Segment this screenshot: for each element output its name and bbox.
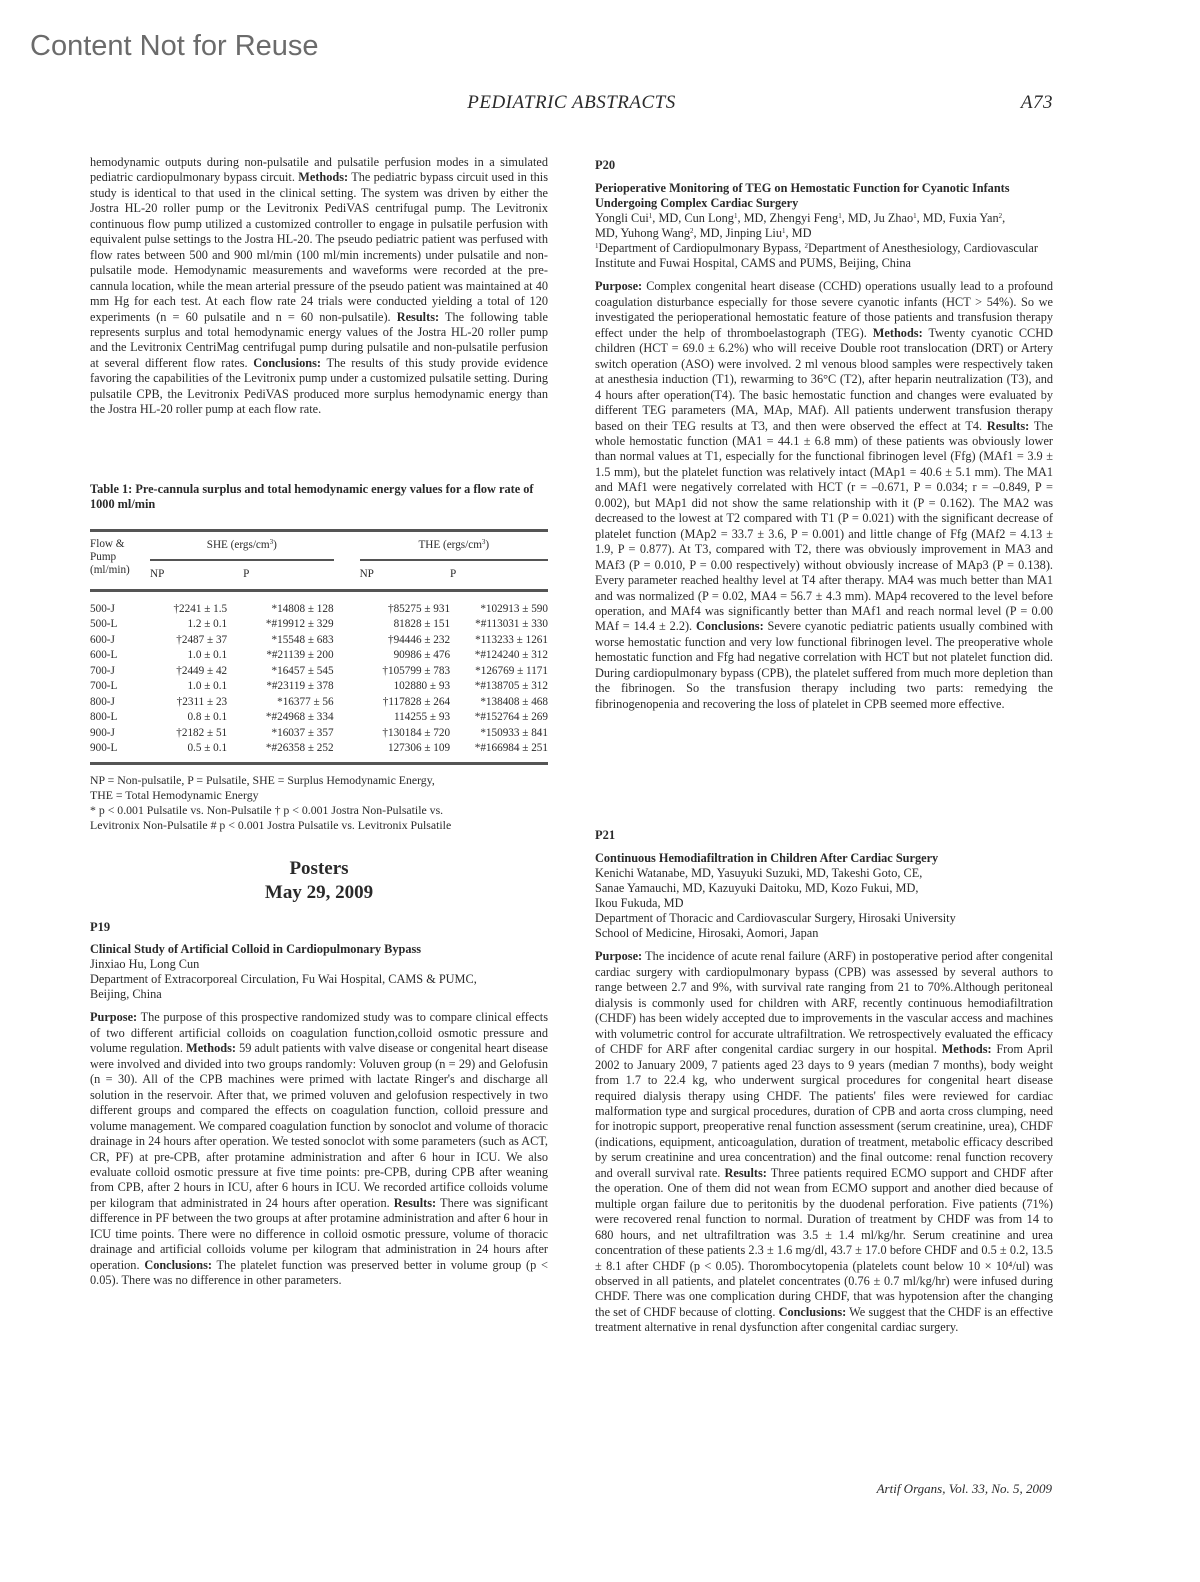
table-cell: 127306 ± 109 [387, 742, 451, 755]
affiliation-marker: 2 [690, 227, 694, 236]
body-text: The platelet function was preserved better in volume group (p < 0.05). There was no difference in other parameters. [90, 1257, 548, 1288]
affiliation-marker: 1 [733, 212, 738, 221]
section-label: Results: [396, 309, 440, 324]
body-text: There was significant difference in PF between the two groups at after protamine administration and after 6 hour in ICU time points. There were no difference in colloid osmotic pressure, volume of thoracic drainage and artificial colloids volume per kilogram that administration in 24 hours after operation. [90, 1195, 549, 1272]
table-cell: *#138705 ± 312 [474, 680, 548, 693]
the-group-header: THE $(ergs/cm^3)$ [360, 538, 548, 560]
body-text: The results of this study provide evidence favoring the capabilities of the Levitronix pump under a customized pulsatile setting. During pulsatile CPB, the Levitronix PediVAS produced more surplus hemodynamic energy than the Jostra HL-20 roller pump at each flow rate. [90, 355, 548, 417]
abstract-p20 [595, 158, 1053, 712]
abstract-label: P19 [90, 920, 111, 934]
affiliation-marker: 1 [595, 242, 599, 251]
table-cell: *#21139 ± 200 [266, 649, 334, 662]
table-row [90, 726, 548, 741]
table-cell: †117828 ± 264 [382, 695, 451, 708]
body-text: hemodynamic outputs during non-pulsatile and pulsatile perfusion modes in a simulated pediatric cardiopulmonary bypass circuit. [90, 155, 548, 185]
abstract-title: Perioperative Monitoring of TEG on Hemostatic Function for Cyanotic Infants Undergoing Complex Cardiac Surgery [595, 181, 1010, 211]
table-note: * p < 0.001 Pulsatile vs. Non-Pulsatile † p < 0.001 Jostra Non-Pulsatile vs. [90, 803, 444, 818]
author-name: MD, Jinping Liu [699, 226, 782, 241]
table-cell: *#24968 ± 334 [265, 711, 334, 724]
abstract-title: Continuous Hemodiafiltration in Children After Cardiac Surgery [595, 851, 939, 866]
abstract-p21 [595, 828, 1053, 1336]
table-row [90, 602, 548, 617]
section-label: Purpose: [595, 279, 643, 294]
body-text: The whole hemostatic function (MA1 = 44.1 ± 6.8 mm) of these patients was obviously lower than normal values at T1, especially for the functional fibrinogen level (Ffg) (MAf1 = 3.9 ± 1.5 mm), but the platelet function was relatively intact (MAp1 = 40.6 ± 5.1 mm). The MA1 and MAf1 were negatively correlated with HCT (r = –0.671, P = 0.034; r = –0.849, P = 0.002), but MAp1 did not show the same relationship with it (P = 0.162). The MA2 was decreased to the lowest at T2 compared with T1 (P = 0.021) with the significant decrease of platelet function (MAp2 = 33.7 ± 3.6, P = 0.001) and little change of Ffg (MAf2 = 4.13 ± 1.9, P = 0.877). At T3, compared with T2, there was obviously improvement in MA3 and MAf3 (P = 0.010, P = 0.00 respectively) without obviously increase of MAp3 (P = 0.138). Every parameter reached healthy level at T4 after therapy. MA4 was much better than MA1 and was normalized (P = 0.02, MA4 = 56.7 ± 4.3 mm). MAp4 recovered to the level before operation, and MAf4 was significantly better than MAf1 and reach normal level (P = 0.00 MAf = 14.4 ± 2.2). [595, 418, 1053, 634]
table-row [90, 741, 548, 756]
table-cell: *14808 ± 128 [271, 602, 334, 615]
abstract-affiliation-line: School of Medicine, Hirosaki, Aomori, Japan [595, 926, 819, 941]
table-row [90, 679, 548, 694]
table-cell: 102880 ± 93 [393, 680, 451, 693]
watermark: Content Not for Reuse [30, 30, 319, 62]
table-cell: *#26358 ± 252 [265, 742, 334, 755]
table-cell: 0.8 ± 0.1 [187, 711, 228, 724]
table-cell: *15548 ± 683 [271, 633, 334, 646]
row-label: 700-J [90, 664, 115, 677]
affiliation-marker: 2 [804, 242, 808, 251]
section-label: Results: [986, 418, 1030, 433]
table-row [90, 648, 548, 663]
section-label: Conclusions: [778, 1304, 847, 1319]
posters-title: Posters [289, 858, 349, 879]
section-label: Results: [724, 1165, 767, 1180]
body-text: Three patients required ECMO support and CHDF after the operation. One of them did not wean from ECMO support and another died because of multiple organ failure due to peritonitis by the duodenal perforation. Five patients (71%) were recovered renal function to normal. Duration of treatment by CHDF was from 14 to 680 hours, and net ultrafiltration was 3.5 ± 1.4 ml/kg/hr. Serum creatinine and urea concentration of these patients 2.3 ± 1.6 mg/dl, 43.7 ± 17.0 before CHDF and 0.5 ± 0.2, 13.5 ± 8.1 after CHDF (p < 0.05). Thorombocytopenia (platelets count below 10 × 10⁴/ul) was observed in all patients, and platelet concentrates (0.76 ± 0.7 ml/kg/hr) were infused during CHDF. There was one complication during CHDF, that was hypotension after the changing the set of CHDF because of clotting. [595, 1165, 1053, 1319]
section-label: Methods: [872, 325, 923, 340]
body-text: The purpose of this prospective randomized study was to compare clinical effects of two different artificial colloids on coagulation function,colloid osmotic pressure and volume regulation. [90, 1010, 548, 1056]
abstract-authors: Jinxiao Hu, Long Cun [90, 957, 200, 972]
col-she-p: P [243, 568, 250, 581]
abstract-authors-line: Sanae Yamauchi, MD, Kazuyuki Daitoku, MD, Kozo Fukui, MD, [595, 881, 919, 896]
table-1 [90, 482, 548, 833]
body-text: We suggest that the CHDF is an effective treatment alternative in renal dysfunction after congenital cardiac surgery. [595, 1304, 1053, 1335]
row-header-line: (ml/min) [90, 564, 130, 576]
affiliation-marker: 1 [838, 212, 842, 221]
table-cell: *16377 ± 56 [277, 695, 334, 708]
abstract-authors: Yongli Cui$^1$, MD, Cun Long$^1$, MD, Zhengyi Feng$^1$, MD, Ju Zhao$^1$, MD, Fuxia Yan$^2$, MD, Yuhong Wang$^2$, MD, Jinping Liu$^1$, MD [595, 211, 1006, 241]
table-cell: *138408 ± 468 [480, 695, 548, 708]
abstract-title: Clinical Study of Artificial Colloid in Cardiopulmonary Bypass [90, 942, 422, 957]
author-name: MD, Fuxia Yan [922, 211, 999, 226]
abstract-body [595, 279, 1053, 712]
author-name: Yongli Cui [595, 211, 649, 226]
table-cell: 1.0 ± 0.1 [187, 680, 228, 693]
table-row [90, 633, 548, 648]
posters-heading [90, 857, 548, 905]
row-label: 900-J [90, 726, 115, 739]
affiliation-marker: 1 [781, 227, 786, 236]
section-label: Methods: [186, 1041, 236, 1056]
section-label: Results: [393, 1195, 437, 1210]
section-label: Methods: [298, 170, 349, 185]
table-note: THE = Total Hemodynamic Energy [90, 788, 259, 803]
abstract-authors-line: Ikou Fukuda, MD [595, 896, 684, 911]
author-name: MD, Ju Zhao [847, 211, 914, 226]
table-cell: *#124240 ± 312 [474, 649, 548, 662]
table-note: NP = Non-pulsatile, P = Pulsatile, SHE = Surplus Hemodynamic Energy, [90, 773, 435, 788]
body-text: The pediatric bypass circuit used in this study is identical to that used in the clinical setting. The system was driven by either the Jostra HL-20 roller pump or the Levitronix PediVAS centrifugal pump. The Levitronix continuous flow pump utilized a customized controller to engage in pulsatile perfusion with equivalent pulse settings to the Jostra HL-20. The pseudo pediatric patient was perfused with flow rates between 500 and 900 ml/min (100 ml/min increments) under pulsatile and non-pulsatile mode. Hemodynamic measurements and waveforms were recorded at the pre-cannula location, while the mean arterial pressure of the pseudo patient was maintained at 40 mm Hg for each test. At each flow rate 24 trials were conducted yielding a total of 120 experiments (n = 60 pulsatile and n = 60 non-pulsatile). [90, 170, 549, 324]
col-the-np: NP [359, 568, 374, 581]
abstract-affiliation: Department of Extracorporeal Circulation, Fu Wai Hospital, CAMS & PUMC, Beijing, China [90, 972, 477, 1002]
table-cell: †2311 ± 23 [176, 695, 228, 708]
table-cell: †130184 ± 720 [382, 726, 451, 739]
table-cell: 1.0 ± 0.1 [187, 649, 228, 662]
table-cell: *#166984 ± 251 [474, 742, 548, 755]
affiliation-marker: 2 [998, 212, 1003, 221]
body-text: 59 adult patients with valve disease or congenital heart disease were involved and divided into two groups randomly: Voluven group (n = 29) and Gelofusin (n = 30). All of the CPB machines were primed with lactate Ringer's and discharge all solution in the reservoir. After that, we primed voluven and gelofusion respectively in two different groups and compared the effects on coagulation function, colloid pressure and volume management. We compared coagulation function by sonoclot and volume of thoracic drainage in 24 hours after operation. We tested sonoclot with some parameters (such as ACT, CR, PF) at pre-CPB, after protamine administration and after 6 hour in ICU. We also evaluate colloid osmotic pressure at five time points: pre-CPB, during CPB after weaning from CPB, after 2 hours in ICU, after 6 hours in ICU. We recorded artifice colloids volume per kilogram that administrated in 24 hours after operation. [90, 1041, 549, 1210]
body-text: The incidence of acute renal failure (ARF) in postoperative period after congenital cardiac surgery with cardiopulmonary bypass (CPB) was assessed by several authors to range between 2.7 and 9%, with survival rate ranging from 21 to 70%.Although peritoneal dialysis is commonly used for children with ARF, recently continuous hemodiafiltration (CHDF) has been widely accepted due to improvements in the vascular access and machines with volumetric control for accurate ultrafiltration. We retrospectively evaluated the efficacy of CHDF for ARF after congenital cardiac surgery in our hospital. [595, 949, 1053, 1057]
table-cell: †2241 ± 1.5 [173, 602, 228, 615]
row-header-line: Flow & [90, 538, 125, 550]
row-label: 700-L [90, 680, 118, 693]
row-label: 800-J [90, 695, 115, 708]
row-label: 500-L [90, 618, 118, 631]
table-cell: *#19912 ± 329 [265, 618, 334, 631]
table-note: Levitronix Non-Pulsatile # p < 0.001 Jostra Pulsatile vs. Levitronix Pulsatile [90, 818, 452, 833]
table-cell: *#152764 ± 269 [474, 711, 548, 724]
table-cell: 81828 ± 151 [393, 618, 451, 631]
table-row [90, 710, 548, 725]
author-name: MD [791, 226, 812, 241]
row-label: 800-L [90, 711, 118, 724]
section-label: Methods: [941, 1042, 992, 1057]
row-header [90, 538, 150, 590]
col-she-np: NP [150, 568, 165, 581]
body-text: From April 2002 to January 2009, 7 patients aged 23 days to 9 years (median 7 months), body weight from 1.7 to 22.4 kg, who underwent surgical procedures for congenital heart disease required dialysis therapy using CHDF. The patients' files were reviewed for cardiac malformation type and surgical procedures, duration of CPB and aorta cross clumping, need for inotropic support, preoperative renal function assessment (serum creatinine, urea), CHDF (indications, equipment, anticoagulation, duration of treatment, metabolic efficacy described by serum creatinine and urea concentration) and the final outcome: renal function recovery and overall survival rate. [595, 1042, 1053, 1180]
body-text: The following table represents surplus and total hemodynamic energy values of the Jostra HL-20 roller pump and the Levitronix CentriMag centrifugal pump during pulsatile and non-pulsatile perfusion at several different flow rates. [90, 309, 548, 370]
table-cell: †94446 ± 232 [387, 633, 451, 646]
abstract-p19 [90, 920, 548, 1289]
row-label: 500-J [90, 602, 115, 615]
affiliation-text: Department of Anesthesiology, Cardiovascular Institute and Fuwai Hospital, CAMS and PUMS, Beijing, China [595, 241, 1038, 271]
posters-date: May 29, 2009 [264, 882, 374, 903]
energy-table [90, 529, 548, 765]
table-cell: *16457 ± 545 [271, 664, 334, 677]
table-row [90, 695, 548, 710]
table-cell: 90986 ± 476 [393, 649, 451, 662]
author-name: MD, Zhengyi Feng [743, 211, 839, 226]
table-row [90, 617, 548, 632]
journal-section-title: PEDIATRIC ABSTRACTS [467, 92, 676, 113]
table-row [90, 664, 548, 679]
abstract-affiliation [595, 241, 1053, 271]
abstract-body [90, 1010, 548, 1288]
section-label: Conclusions: [696, 619, 764, 634]
table-cell: 114255 ± 93 [393, 711, 451, 724]
table-cell: †105799 ± 783 [382, 664, 451, 677]
table-cell: *#113031 ± 330 [475, 618, 548, 631]
affiliation-marker: 1 [648, 212, 653, 221]
body-text: Severe cyanotic pediatric patients usually combined with worse hemostatic function and very low functional fibrinogen level. The preoperative whole hemostatic function and Ffg had negative correlation with HCT but not platelet function did. During cardiopulmonary bypass (CPB), the platelet suffered from much more depletion than the fibrinogen. So the transfusion therapy including two parts: remedying the fibrinogenopenia and recovering the loss of platelet in CPB seemed more effective. [595, 619, 1054, 711]
journal-footer: Artif Organs, Vol. 33, No. 5, 2009 [876, 1481, 1052, 1496]
col-the-p: P [450, 568, 457, 581]
table-cell: *126769 ± 1171 [475, 664, 548, 677]
table-notes [90, 773, 548, 833]
section-label: Conclusions: [253, 355, 321, 370]
table-cell: 0.5 ± 0.1 [187, 742, 228, 755]
table-cell: †2182 ± 51 [176, 726, 228, 739]
table-cell: †2487 ± 37 [176, 633, 228, 646]
table-cell: †85275 ± 931 [387, 602, 451, 615]
body-text: Complex congenital heart disease (CCHD) operations usually lead to a profound coagulation disturbance especially for those severe cyanotic infants (HCT > 54%). So we investigated the perioperational hemostatic feature of those patients and transfusion therapy effect under the help of thromboelastograph (TEG). [595, 279, 1053, 340]
body-text: Twenty cyanotic CCHD children (HCT = 69.0 ± 6.2%) who will receive Double root translocation (DRT) or Artery switch operation (ASO) were involved. 2 ml venous blood samples were respectively taken at anesthesia induction (T1), rewarming to 36°C (T2), after heparin neutralization (T3), and 4 hours after operation(T4). The basic hemostatic function and changes were evaluated by different TEG parameters (MA, MAp, MAf). All patients underwent transfusion therapy based on their TEG results at T3, and then were observed the effect at T4. [595, 325, 1054, 433]
table-cell: *102913 ± 590 [480, 602, 548, 615]
table-caption: Table 1: Pre-cannula surplus and total hemodynamic energy values for a flow rate of 1000 ml/min [90, 482, 534, 511]
table-cell: *150933 ± 841 [480, 726, 548, 739]
intro-abstract-continued [90, 155, 548, 418]
affiliation-text: Department of Cardiopulmonary Bypass, [598, 241, 805, 256]
table-cell: *#23119 ± 378 [266, 680, 334, 693]
author-name: MD, Cun Long [658, 211, 734, 226]
section-label: Purpose: [595, 949, 643, 964]
row-header-line: Pump [90, 551, 117, 563]
affiliation-marker: 1 [913, 212, 917, 221]
table-cell: †2449 ± 42 [176, 664, 228, 677]
abstract-body [595, 949, 1053, 1335]
row-label: 600-L [90, 649, 118, 662]
table-cell: *16037 ± 357 [271, 726, 334, 739]
abstract-authors-line: Kenichi Watanabe, MD, Yasuyuki Suzuki, MD, Takeshi Goto, CE, [595, 866, 923, 881]
table-cell: *113233 ± 1261 [475, 633, 548, 646]
abstract-label: P20 [595, 158, 616, 172]
section-label: Purpose: [90, 1010, 138, 1025]
row-label: 600-J [90, 633, 115, 646]
row-label: 900-L [90, 742, 118, 755]
intro-paragraph [90, 155, 548, 418]
abstract-affiliation-line: Department of Thoracic and Cardiovascular Surgery, Hirosaki University [595, 911, 956, 926]
section-label: Conclusions: [144, 1257, 212, 1272]
table-cell: 1.2 ± 0.1 [187, 618, 228, 631]
she-group-header: SHE $(ergs/cm^3)$ [150, 538, 334, 560]
author-name: MD, Yuhong Wang [595, 226, 690, 241]
page-number: A73 [1020, 92, 1053, 113]
abstract-label: P21 [595, 828, 616, 842]
